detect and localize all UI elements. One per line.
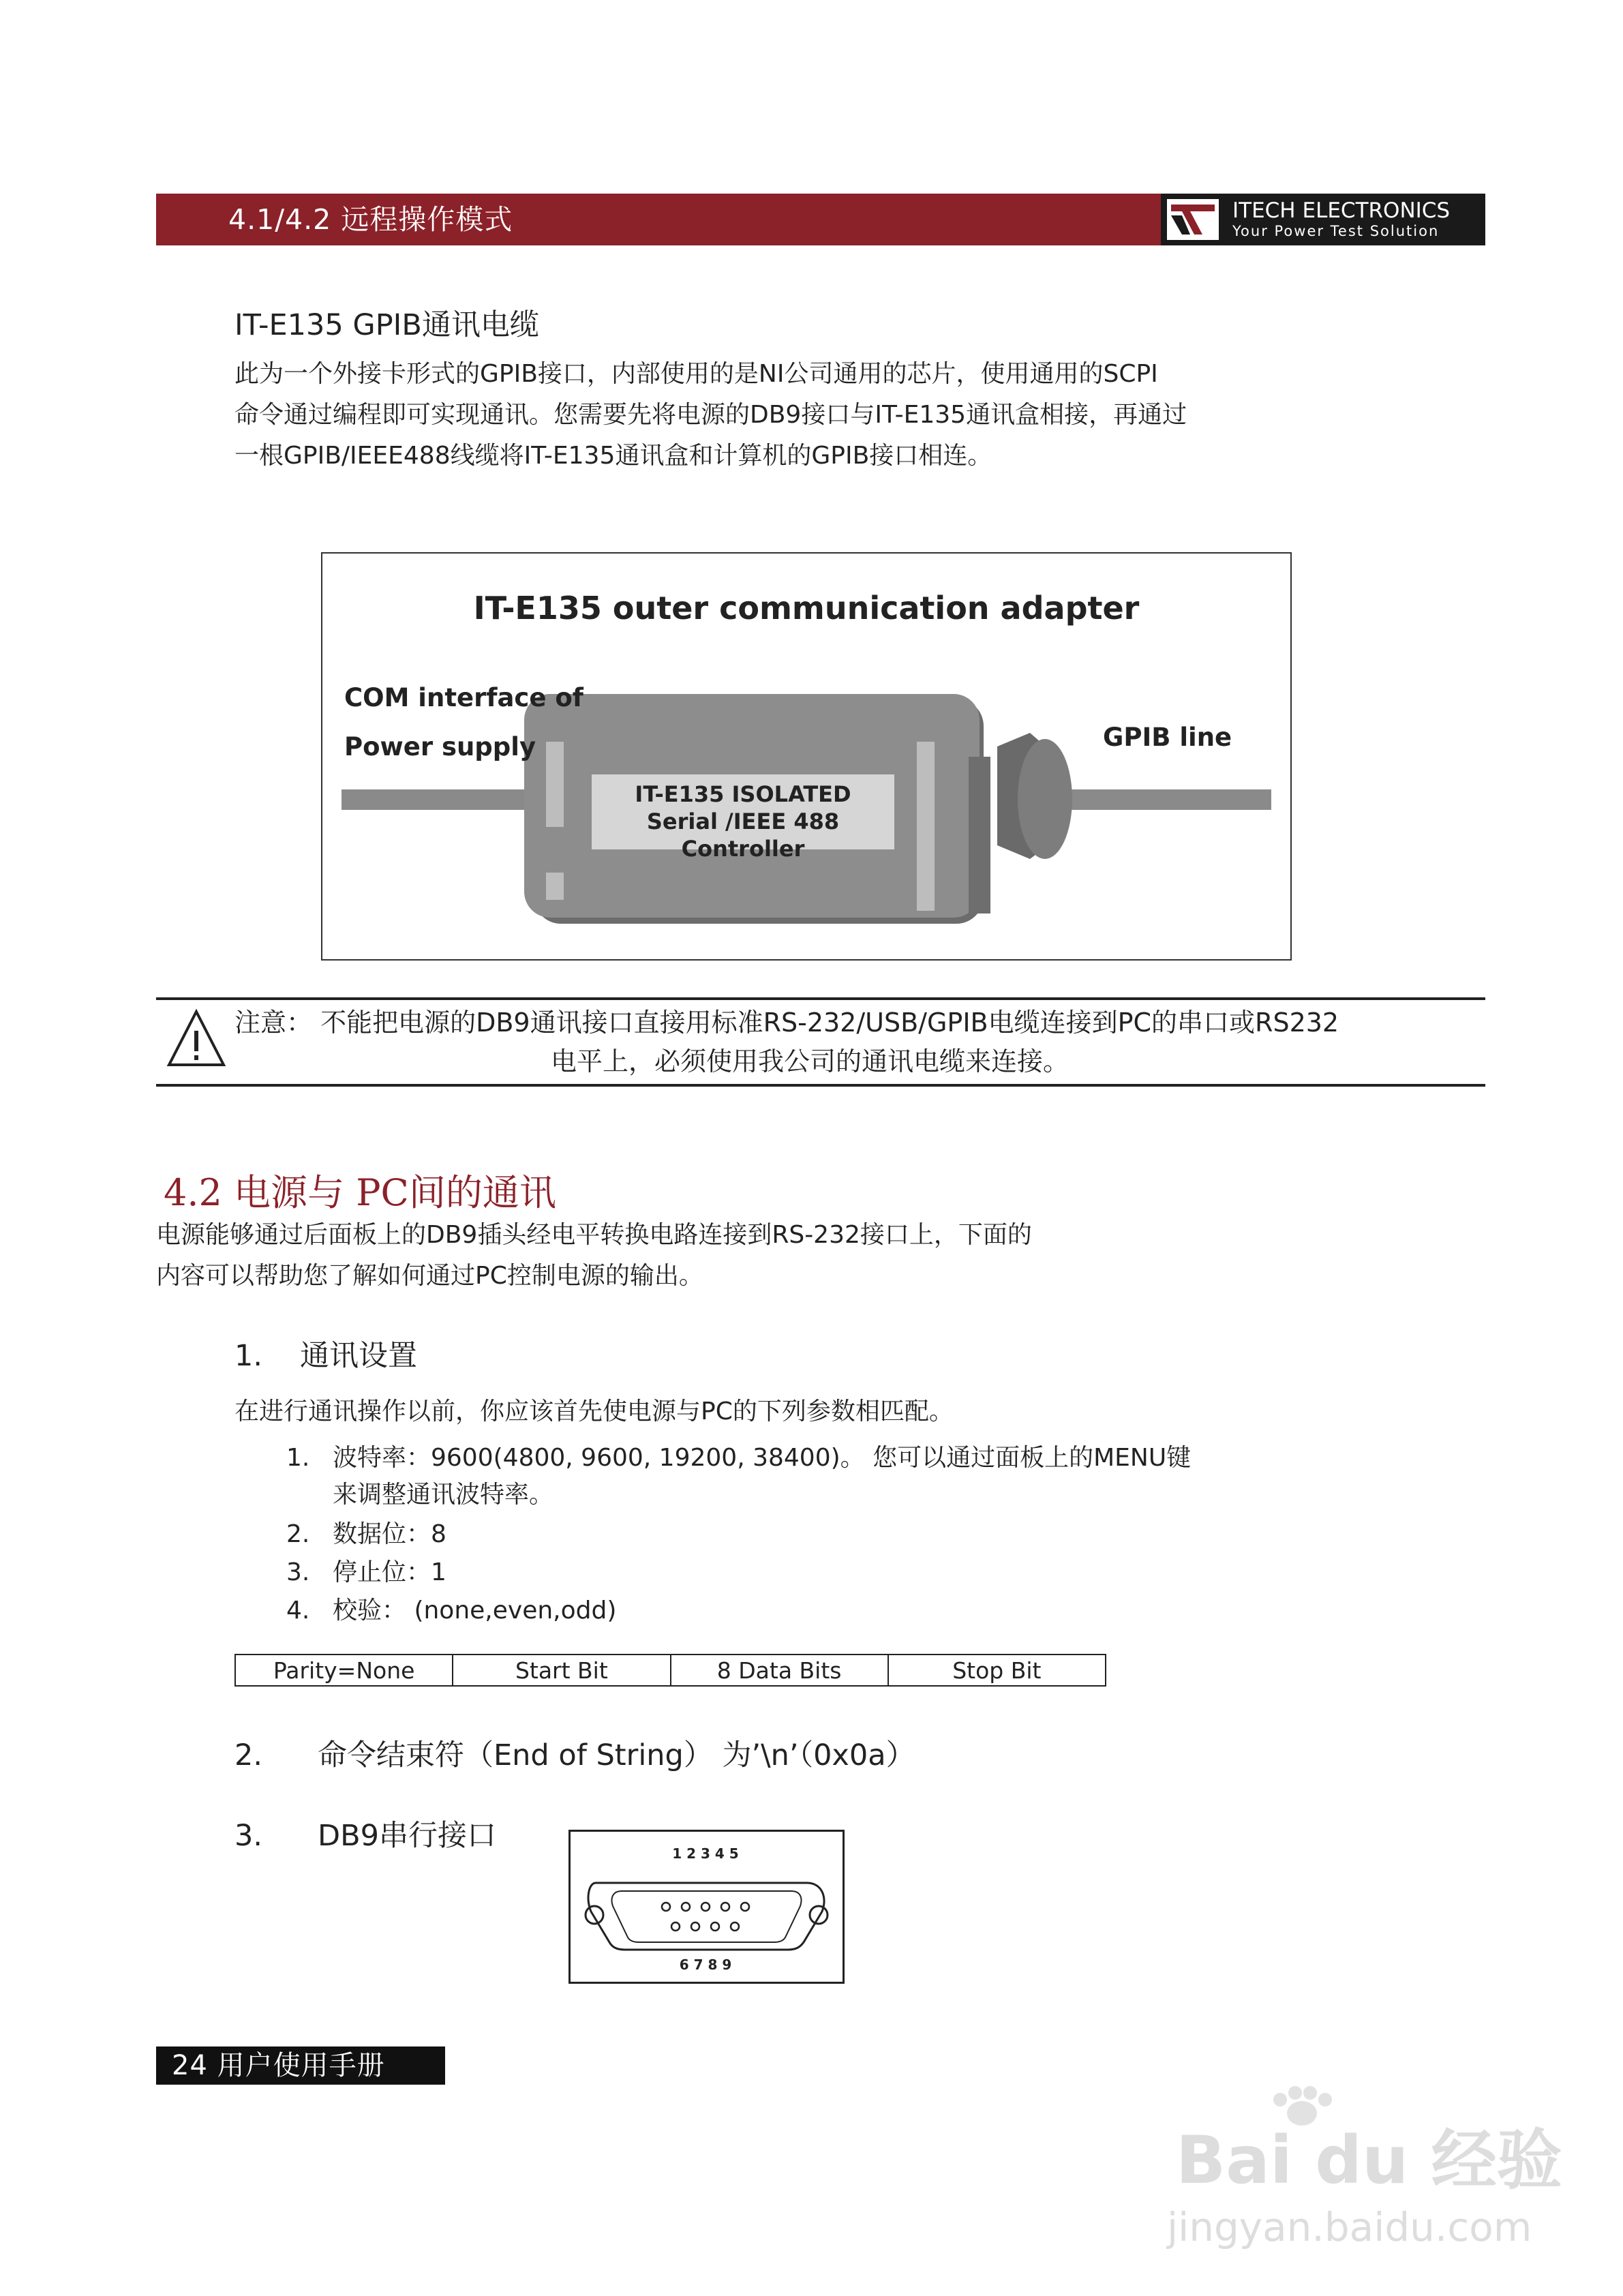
table-row: [235, 1655, 1106, 1686]
item-number: 3.: [286, 1558, 310, 1586]
page-header-title: 4.1/4.2 远程操作模式: [228, 203, 513, 236]
table-cell: Stop Bit: [888, 1655, 1106, 1686]
brand-name: ITECH ELECTRONICS: [1232, 198, 1451, 223]
section-title: 4.2 电源与 PC间的通讯: [164, 1171, 556, 1214]
brand-tagline: Your Power Test Solution: [1232, 223, 1440, 239]
item-text: 校验： (none,even,odd): [333, 1597, 617, 1625]
sub2-text: 命令结束符（End of String） 为’\n’（0x0a）: [318, 1738, 915, 1772]
sub1-title: 通讯设置: [300, 1339, 417, 1373]
baidu-watermark-site: jingyan.baidu.com: [1167, 2204, 1532, 2250]
db9-bottom-pin-labels: 6 7 8 9: [679, 1957, 732, 1973]
baidu-watermark: Bai du 经验: [1176, 2122, 1562, 2199]
gpib-line-label: GPIB line: [1103, 723, 1232, 752]
item-number: 2.: [286, 1520, 310, 1548]
baidu-paw-icon: [1159, 2086, 1445, 2127]
note-line1: 注意： 不能把电源的DB9通讯接口直接用标准RS-232/USB/GPIB电缆连接到PC的串口或RS232: [234, 1008, 1339, 1038]
sub1-number: 1.: [234, 1339, 263, 1373]
gpib-heading: IT-E135 GPIB通讯电缆: [234, 308, 539, 342]
section-intro-line: 内容可以帮助您了解如何通过PC控制电源的输出。: [156, 1262, 703, 1290]
adapter-label: [592, 781, 894, 862]
serial-frame-table: [234, 1654, 1106, 1687]
item-number: 4.: [286, 1597, 310, 1625]
section-intro-line: 电源能够通过后面板上的DB9插头经电平转换电路连接到RS-232接口上，下面的: [156, 1221, 1032, 1249]
gpib-text-line: 此为一个外接卡形式的GPIB接口，内部使用的是NI公司通用的芯片，使用通用的SCPI: [234, 360, 1158, 388]
com-cable: [342, 789, 526, 810]
sub3-text: DB9串行接口: [318, 1819, 496, 1853]
table-cell: 8 Data Bits: [671, 1655, 888, 1686]
gpib-text-line: 命令通过编程即可实现通讯。您需要先将电源的DB9接口与IT-E135通讯盒相接，再通过: [234, 401, 1187, 429]
figure-left-label: [344, 674, 583, 772]
footer-text: 24 用户使用手册: [172, 2050, 385, 2081]
db9-top-pin-labels: 1 2 3 4 5: [672, 1845, 739, 1862]
item-number: 1.: [286, 1444, 310, 1472]
sub2-number: 2.: [234, 1738, 263, 1772]
item-text: 波特率：9600(4800, 9600, 19200, 38400)。 您可以通过面板上的MENU键: [333, 1444, 1192, 1472]
note-line2: 电平上，必须使用我公司的通讯电缆来连接。: [551, 1046, 1070, 1076]
sub1-intro: 在进行通讯操作以前，你应该首先使电源与PC的下列参数相匹配。: [234, 1398, 954, 1425]
figure-title: IT-E135 outer communication adapter: [473, 590, 1140, 626]
gpib-text-line: 一根GPIB/IEEE488线缆将IT-E135通讯盒和计算机的GPIB接口相连。: [234, 442, 992, 470]
item-text: 停止位：1: [333, 1558, 446, 1586]
item-text: 数据位：8: [333, 1520, 446, 1548]
note-top-rule: [156, 997, 1485, 1000]
sub3-number: 3.: [234, 1819, 263, 1853]
adapter-label-line2: Serial /IEEE 488 Controller: [646, 809, 840, 862]
gpib-cable: [1071, 789, 1271, 810]
note-bottom-rule: [156, 1084, 1485, 1087]
warning-icon: [166, 1008, 226, 1069]
item-text-cont: 来调整通讯波特率。: [333, 1481, 554, 1509]
db9-connector-diagram: [568, 1830, 845, 1984]
adapter-label-line1: IT-E135 ISOLATED: [635, 781, 851, 807]
com-label-line1: COM interface of: [344, 683, 583, 712]
table-cell: Start Bit: [453, 1655, 670, 1686]
com-label-line2: Power supply: [344, 732, 536, 761]
itech-logo-icon: [1167, 199, 1219, 240]
table-cell: Parity=None: [235, 1655, 453, 1686]
